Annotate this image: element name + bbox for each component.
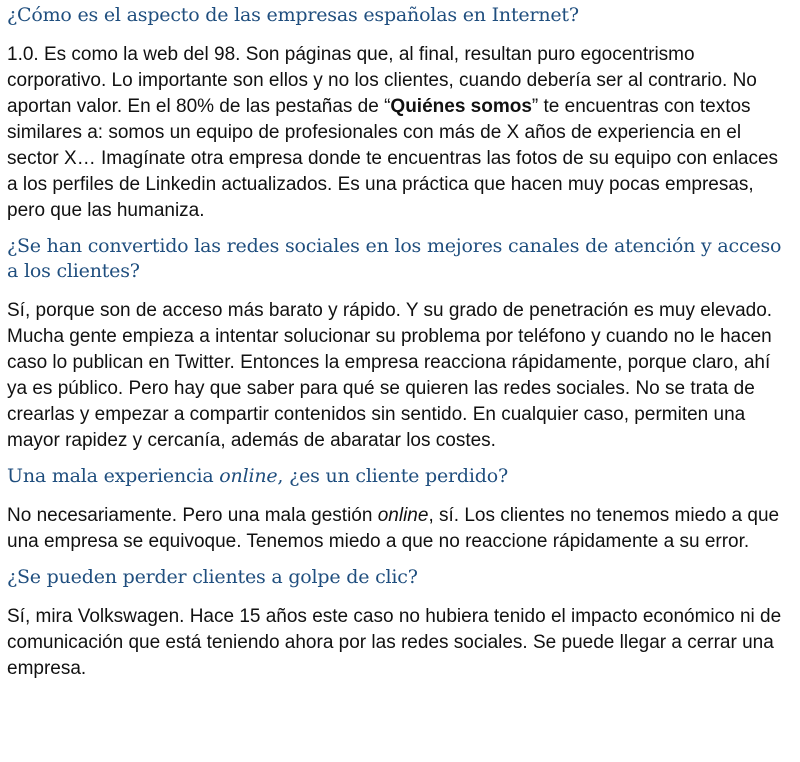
question-text: Una mala experiencia bbox=[7, 465, 220, 487]
question-heading-3 bbox=[7, 464, 792, 489]
question-heading-4: ¿Se pueden perder clientes a golpe de clic? bbox=[7, 566, 418, 588]
answer-paragraph-4: Sí, mira Volkswagen. Hace 15 años este caso no hubiera tenido el impacto económico ni de comunicación que está teniendo ahora por las redes sociales. Se puede llegar a cerrar una empresa. bbox=[7, 606, 782, 679]
answer-paragraph-2: Sí, porque son de acceso más barato y rápido. Y su grado de penetración es muy elevado. Mucha gente empieza a intentar solucionar su problema por teléfono y cuando no le hacen caso lo publican en Twitter. Entonces la empresa reacciona rápidamente, porque claro, ahí ya es público. Pero hay que saber para qué se quieren las redes sociales. No se trata de crearlas y empezar a compartir contenidos sin sentido. En cualquier caso, permiten una mayor rapidez y cercanía, además de abaratar los costes. bbox=[7, 300, 773, 451]
answer-text: , sí. Los clientes no tenemos miedo a que una empresa se equivoque. Tenemos miedo a que no reaccione rápidamente a su error. bbox=[7, 505, 780, 552]
answer-text: ” te encuentras con textos similares a: somos un equipo de profesionales con más de X años de experiencia en el sector X… Imagínate otra empresa donde te encuentras las fotos de su equipo con enlaces a los perfiles de Linkedin actualizados. Es una práctica que hacen muy pocas empresas, pero que las humaniza. bbox=[7, 96, 779, 221]
answer-paragraph-3 bbox=[7, 503, 792, 555]
question-italic-text: online bbox=[219, 465, 278, 487]
answer-text: No necesariamente. Pero una mala gestión bbox=[7, 505, 378, 526]
question-heading-1: ¿Cómo es el aspecto de las empresas españolas en Internet? bbox=[7, 4, 579, 26]
answer-paragraph-1 bbox=[7, 42, 792, 224]
answer-italic-text: online bbox=[377, 505, 429, 526]
question-heading-2: ¿Se han convertido las redes sociales en los mejores canales de atención y acceso a los clientes? bbox=[7, 235, 782, 282]
question-text: , ¿es un cliente perdido? bbox=[277, 465, 508, 487]
answer-bold-text: Quiénes somos bbox=[390, 96, 532, 117]
answer-text: 1.0. Es como la web del 98. Son páginas que, al final, resultan puro egocentrismo corporativo. Lo importante son ellos y no los clientes, cuando debería ser al contrario. No aportan valor. En el 80% de las pestañas de “ bbox=[7, 44, 757, 117]
